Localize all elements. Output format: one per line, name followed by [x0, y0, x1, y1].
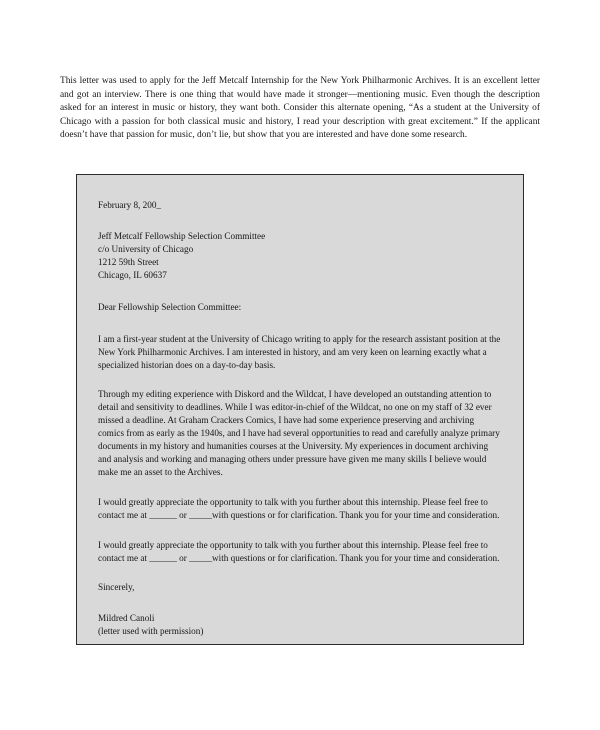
sample-letter-box	[76, 174, 524, 645]
letter-closing: Sincerely,	[98, 581, 135, 592]
letter-permission-note: (letter used with permission)	[98, 626, 204, 637]
recipient-organization: c/o University of Chicago	[98, 244, 194, 255]
letter-paragraph-4: I would greatly appreciate the opportunity to talk with you further about this internship. Please feel free to contact me at ______ or _____with questions or for clarification. Thank you for your time and consideration.	[98, 539, 500, 563]
letter-salutation: Dear Fellowship Selection Committee:	[98, 302, 242, 313]
recipient-committee-name: Jeff Metcalf Fellowship Selection Committee	[98, 231, 266, 242]
letter-paragraph-2: Through my editing experience with Diskord and the Wildcat, I have developed an outstanding attention to detail and sensitivity to deadlines. While I was editor-in-chief of the Wildcat, no one on my staff of 32 ever missed a deadline. At Graham Crackers Comics, I have had some experience preserving and archiving comics from as early as the 1940s, and I have had several opportunities to read and carefully analyze primary documents in my history and humanities courses at the University. My experiences in document archiving and analysis and working and managing others under pressure have given me many skills I believe would make me an asset to the Archives.	[98, 388, 500, 478]
letter-content	[98, 199, 501, 638]
recipient-address-block	[98, 230, 501, 282]
recipient-city-state-zip: Chicago, IL 60637	[98, 270, 167, 281]
letter-signature-name: Mildred Canoli	[98, 612, 155, 623]
recipient-street: 1212 59th Street	[98, 257, 159, 268]
letter-paragraph-1: I am a first-year student at the University of Chicago writing to apply for the research assistant position at the New York Philharmonic Archives. I am interested in history, and am very keen on learning exactly what a specialized historian does on a day-to-day basis.	[98, 333, 501, 370]
intro-commentary-paragraph: This letter was used to apply for the Jeff Metcalf Internship for the New York Philharmonic Archives. It is an excellent letter and got an interview. There is one thing that would have made it stronger—mentioning music. Even though the description asked for an interest in music or history, they want both. Consider this alternate opening, “As a student at the University of Chicago with a passion for both classical music and history, I read your description with great excitement.” If the applicant doesn’t have that passion for music, don’t lie, but show that you are interested and have done some research.	[60, 76, 540, 141]
letter-paragraph-3: I would greatly appreciate the opportunity to talk with you further about this internship. Please feel free to contact me at ______ or _____with questions or for clarification. Thank you for your time and consideration.	[98, 496, 500, 520]
letter-date: February 8, 200_	[98, 200, 162, 210]
